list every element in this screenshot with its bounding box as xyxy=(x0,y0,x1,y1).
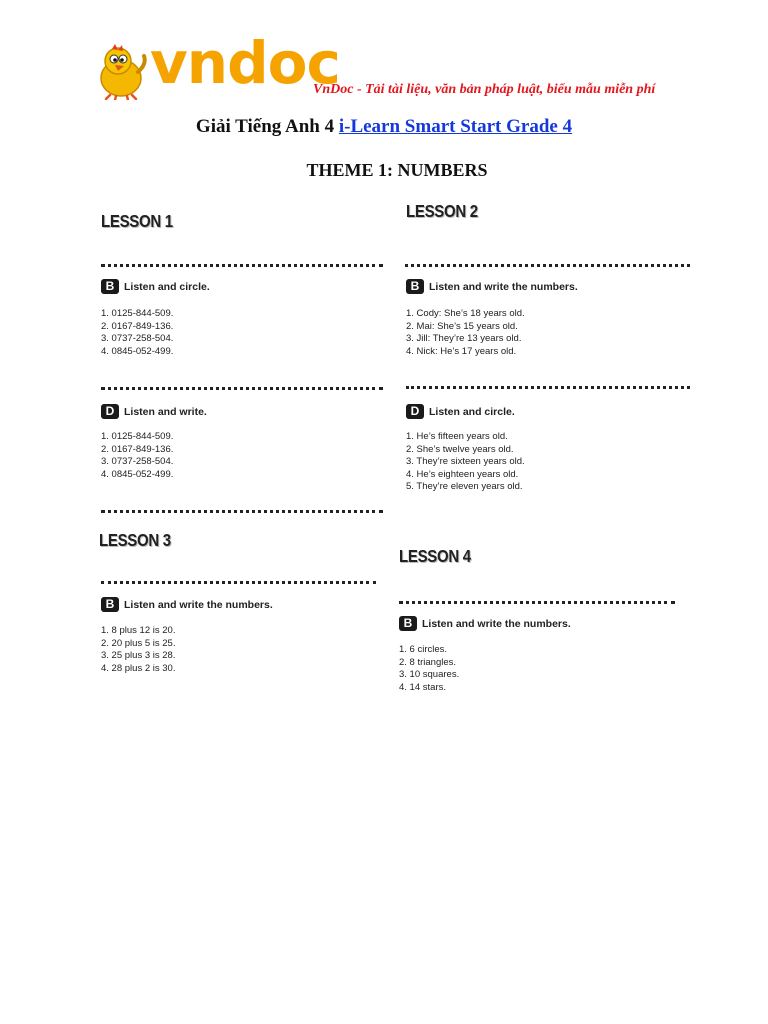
list-item: 3. 10 squares. xyxy=(399,669,460,680)
list-item: 3. 25 plus 3 is 28. xyxy=(101,650,176,661)
book-title-link[interactable]: i-Learn Smart Start Grade 4 xyxy=(338,116,573,137)
exercise-instruction: Listen and circle. xyxy=(124,280,210,293)
dotted-divider xyxy=(406,386,690,389)
list-item: 3. Jill: They’re 13 years old. xyxy=(406,333,522,344)
list-item: 3. They’re sixteen years old. xyxy=(406,456,525,467)
lesson-1-exercise-d-heading xyxy=(101,404,207,419)
lesson-2-exercise-b-answers xyxy=(406,308,525,358)
lesson-3-exercise-b-heading xyxy=(101,597,273,612)
list-item: 1. 0125-844-509. xyxy=(101,431,174,442)
list-item: 1. 8 plus 12 is 20. xyxy=(101,625,176,636)
exercise-badge: B xyxy=(399,616,417,631)
lesson-2-exercise-d-answers xyxy=(406,431,525,494)
exercise-instruction: Listen and write the numbers. xyxy=(429,280,578,293)
vndoc-logo: vndoc xyxy=(150,29,340,97)
list-item: 4. He’s eighteen years old. xyxy=(406,468,519,480)
lesson-1-exercise-b-heading xyxy=(101,279,210,294)
lesson-2-heading: LESSON 2 xyxy=(406,202,478,222)
exercise-instruction: Listen and write the numbers. xyxy=(124,598,273,611)
exercise-badge: D xyxy=(101,404,119,419)
list-item: 4. 0845-052-499. xyxy=(101,468,174,480)
lesson-3-heading: LESSON 3 xyxy=(99,531,171,551)
lesson-1-exercise-d-answers xyxy=(101,431,173,481)
dotted-divider xyxy=(405,264,690,267)
exercise-instruction: Listen and write the numbers. xyxy=(422,617,571,630)
chick-mascot-icon xyxy=(94,44,148,100)
lesson-4-exercise-b-answers xyxy=(399,644,459,694)
lesson-2-exercise-d-heading xyxy=(406,404,515,419)
dotted-divider xyxy=(399,601,675,604)
list-item: 4. Nick: He’s 17 years old. xyxy=(406,345,517,357)
lesson-1-heading: LESSON 1 xyxy=(101,212,173,232)
dotted-divider xyxy=(101,387,383,390)
list-item: 3. 0737-258-504. xyxy=(101,456,174,467)
site-tagline: VnDoc - Tải tài liệu, văn bản pháp luật, biểu mẫu miễn phí xyxy=(313,82,656,97)
list-item: 2. Mai: She’s 15 years old. xyxy=(406,320,518,332)
list-item: 3. 0737-258-504. xyxy=(101,333,174,344)
list-item: 4. 14 stars. xyxy=(399,681,446,693)
exercise-badge: B xyxy=(101,597,119,612)
list-item: 4. 0845-052-499. xyxy=(101,345,174,357)
list-item: 2. 8 triangles. xyxy=(399,656,457,668)
exercise-instruction: Listen and write. xyxy=(124,405,207,418)
exercise-badge: B xyxy=(406,279,424,294)
list-item: 1. Cody: She’s 18 years old. xyxy=(406,308,525,319)
list-item: 1. 6 circles. xyxy=(399,644,448,655)
list-item: 2. She’s twelve years old. xyxy=(406,443,514,455)
list-item: 2. 0167-849-136. xyxy=(101,443,174,455)
exercise-instruction: Listen and circle. xyxy=(429,405,515,418)
list-item: 5. They’re eleven years old. xyxy=(406,481,523,492)
dotted-divider xyxy=(101,581,376,584)
dotted-divider xyxy=(101,264,383,267)
lesson-1-exercise-b-answers xyxy=(101,308,173,358)
exercise-badge: B xyxy=(101,279,119,294)
list-item: 1. He’s fifteen years old. xyxy=(406,431,508,442)
lesson-4-heading: LESSON 4 xyxy=(399,547,471,567)
exercise-badge: D xyxy=(406,404,424,419)
list-item: 1. 0125-844-509. xyxy=(101,308,174,319)
lesson-3-exercise-b-answers xyxy=(101,625,175,675)
list-item: 2. 0167-849-136. xyxy=(101,320,174,332)
lesson-2-exercise-b-heading xyxy=(406,279,578,294)
list-item: 2. 20 plus 5 is 25. xyxy=(101,637,176,649)
lesson-4-exercise-b-heading xyxy=(399,616,571,631)
page-title xyxy=(0,116,768,138)
list-item: 4. 28 plus 2 is 30. xyxy=(101,662,176,674)
theme-heading: THEME 1: NUMBERS xyxy=(306,160,488,180)
dotted-divider xyxy=(101,510,383,513)
title-prefix: Giải Tiếng Anh 4 xyxy=(195,116,339,137)
